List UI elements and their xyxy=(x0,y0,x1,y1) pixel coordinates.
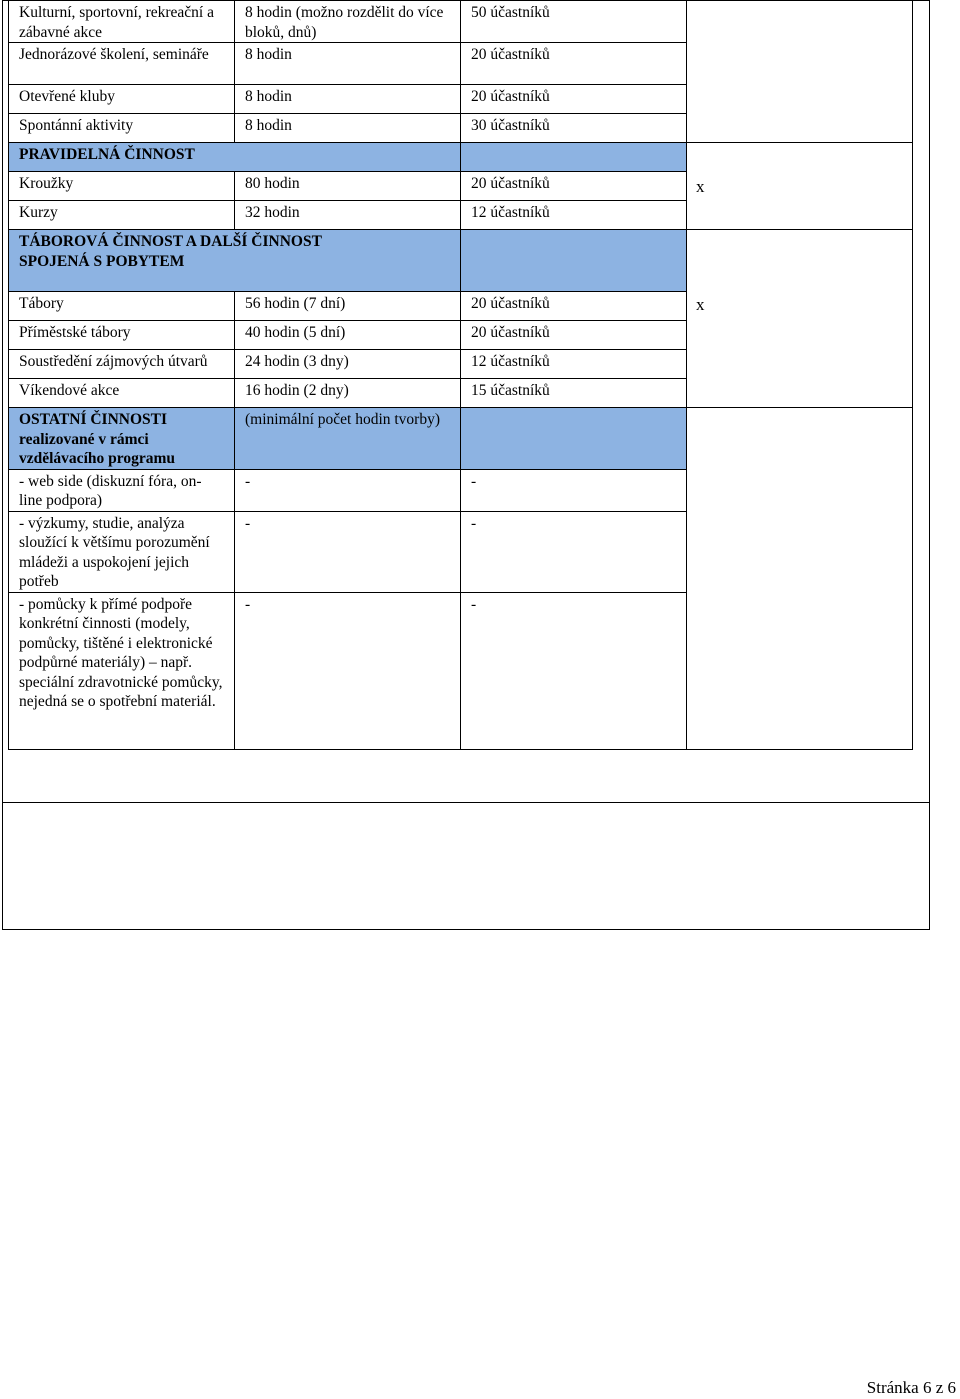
activity-participants: 15 účastníků xyxy=(461,379,687,408)
regular-mark-cell xyxy=(687,143,913,230)
regular-mark: x xyxy=(696,177,705,196)
activity-participants: 20 účastníků xyxy=(461,292,687,321)
activity-name: - web side (diskuzní fóra, on-line podpora) xyxy=(9,469,235,511)
activity-name: Soustředění zájmových útvarů xyxy=(9,350,235,379)
other-mark-cell xyxy=(687,408,913,750)
section-header-other xyxy=(9,408,913,470)
section-hours-note: (minimální počet hodin tvorby) xyxy=(235,408,461,470)
section-header-regular xyxy=(9,143,913,172)
activity-participants: 12 účastníků xyxy=(461,201,687,230)
activity-mark xyxy=(687,1,913,143)
activity-hours: 56 hodin (7 dní) xyxy=(235,292,461,321)
activity-hours: 8 hodin (možno rozdělit do více bloků, dnů) xyxy=(235,1,461,43)
activity-hours: - xyxy=(235,511,461,592)
activity-participants: 20 účastníků xyxy=(461,85,687,114)
table-row xyxy=(9,1,913,43)
section-title: TÁBOROVÁ ČINNOST A DALŠÍ ČINNOST SPOJENÁ S POBYTEM xyxy=(9,230,461,292)
activity-hours: 8 hodin xyxy=(235,85,461,114)
camp-mark: x xyxy=(696,295,705,314)
activity-hours: 32 hodin xyxy=(235,201,461,230)
activity-name: Kurzy xyxy=(9,201,235,230)
section-title: OSTATNÍ ČINNOSTI realizované v rámci vzdělávacího programu xyxy=(9,408,235,470)
page-number: Stránka 6 z 6 xyxy=(866,1378,956,1397)
activity-name: Příměstské tábory xyxy=(9,321,235,350)
activity-hours: 24 hodin (3 dny) xyxy=(235,350,461,379)
activity-participants: 12 účastníků xyxy=(461,350,687,379)
camp-mark-cell xyxy=(687,230,913,408)
activity-table xyxy=(8,0,913,750)
section-header-camp xyxy=(9,230,913,292)
activity-name: Víkendové akce xyxy=(9,379,235,408)
section-title: PRAVIDELNÁ ČINNOST xyxy=(9,143,461,172)
activity-name: Tábory xyxy=(9,292,235,321)
activity-participants: 50 účastníků xyxy=(461,1,687,43)
activity-name: Otevřené kluby xyxy=(9,85,235,114)
activity-name: Jednorázové školení, semináře xyxy=(9,43,235,85)
activity-name: - výzkumy, studie, analýza sloužící k většímu porozumění mládeži a uspokojení jejich potřeb xyxy=(9,511,235,592)
activity-participants: 20 účastníků xyxy=(461,172,687,201)
activity-hours: - xyxy=(235,592,461,749)
activity-participants: - xyxy=(461,469,687,511)
activity-name: Spontánní aktivity xyxy=(9,114,235,143)
frame-divider xyxy=(2,802,930,803)
activity-hours: 40 hodin (5 dní) xyxy=(235,321,461,350)
activity-hours: - xyxy=(235,469,461,511)
activity-name: - pomůcky k přímé podpoře konkrétní činnosti (modely, pomůcky, tištěné i elektronické podpůrné materiály) – např. speciální zdravotnické pomůcky, nejedná se o spotřební materiál. xyxy=(9,592,235,749)
activity-hours: 8 hodin xyxy=(235,43,461,85)
activity-participants: 20 účastníků xyxy=(461,43,687,85)
activity-participants: - xyxy=(461,592,687,749)
activity-hours: 8 hodin xyxy=(235,114,461,143)
activity-hours: 16 hodin (2 dny) xyxy=(235,379,461,408)
activity-name: Kulturní, sportovní, rekreační a zábavné akce xyxy=(9,1,235,43)
activity-hours: 80 hodin xyxy=(235,172,461,201)
activity-name: Kroužky xyxy=(9,172,235,201)
activity-participants: 20 účastníků xyxy=(461,321,687,350)
activity-participants: 30 účastníků xyxy=(461,114,687,143)
activity-participants: - xyxy=(461,511,687,592)
